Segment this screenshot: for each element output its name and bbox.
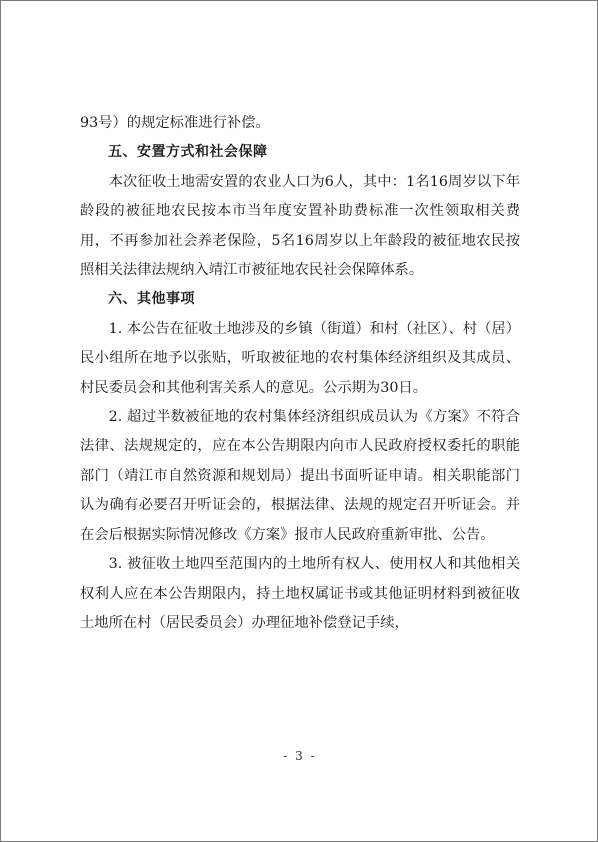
paragraph-resettlement-detail: 本次征收土地需安置的农业人口为6人，其中：1名16周岁以下年龄段的被征地农民按本市当年度安置补助费标准一次性领取相关费用，不再参加社会养老保险，5名16周岁以上年龄段的被征地农民按照相关法律法规纳入靖江市被征地农民社会保障体系。 <box>80 173 520 279</box>
document-body <box>80 109 520 638</box>
section-heading-other-matters: 六、其他事项 <box>108 291 195 308</box>
paragraph-item-3: 3. 被征收土地四至范围内的土地所有权人、使用权人和其他相关权利人应在本公告期限内，持土地权属证书或其他证明材料到被征收土地所在村（居民委员会）办理征地补偿登记手续， <box>80 556 520 631</box>
page-number: - 3 - <box>283 749 317 763</box>
continuation-paragraph: 93号）的规定标准进行补偿。 <box>80 115 270 131</box>
paragraph-item-2: 2. 超过半数被征地的农村集体经济组织成员认为《方案》不符合法律、法规规定的，应在本公告期限内向市人民政府授权委托的职能部门（靖江市自然资源和规划局）提出书面听证申请。相关职能部门认为确有必要召开听证会的，根据法律、法规的规定召开听证会。并在会后根据实际情况修改《方案》报市人民政府重新审批、公告。 <box>80 409 520 543</box>
section-heading-resettlement: 五、安置方式和社会保障 <box>108 144 268 161</box>
paragraph-item-1: 1. 本公告在征收土地涉及的乡镇（街道）和村（社区）、村（居）民小组所在地予以张贴，听取被征地的农村集体经济组织及其成员、村民委员会和其他利害关系人的意见。公示期为30日。 <box>80 320 520 396</box>
